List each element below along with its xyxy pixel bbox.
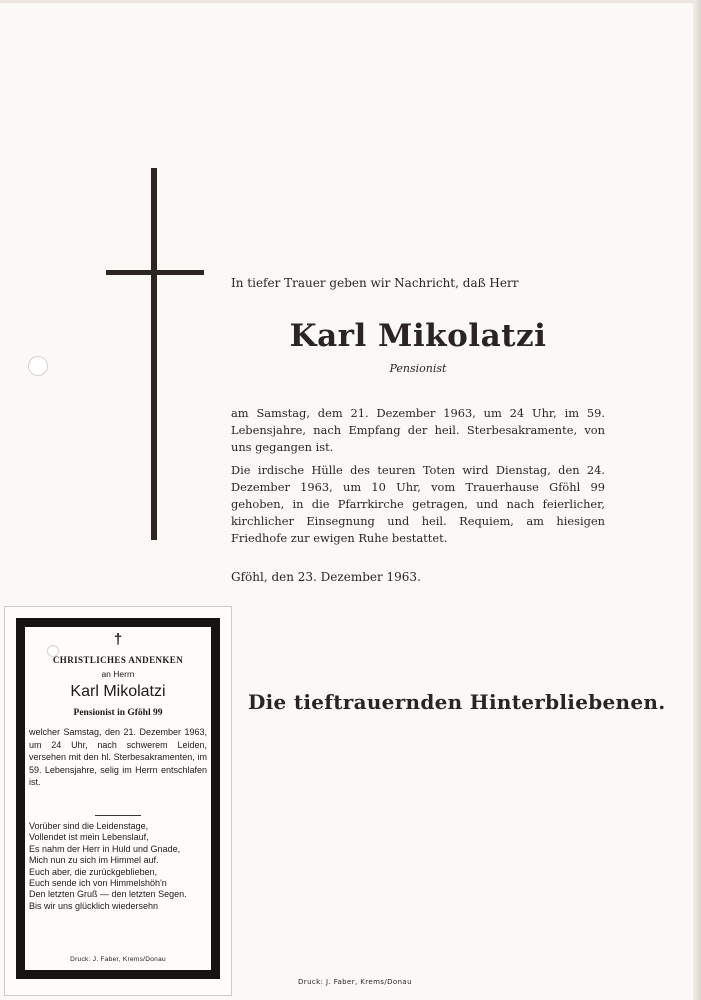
poem-line: Euch aber, die zurückgeblieben, <box>29 866 158 877</box>
memorial-card <box>4 606 232 996</box>
page-right-edge <box>693 0 701 1000</box>
card-divider <box>95 815 141 816</box>
date-place: Gföhl, den 23. Dezember 1963. <box>231 570 421 584</box>
cross-icon-horizontal <box>106 270 204 275</box>
poem-line: Euch sende ich von Himmelshöh'n <box>29 878 167 889</box>
card-name: Karl Mikolatzi <box>70 683 166 700</box>
card-heading: CHRISTLICHES ANDENKEN <box>52 655 184 665</box>
card-subtitle: Pensionist in Gföhl 99 <box>73 708 163 718</box>
deceased-occupation: Pensionist <box>389 362 447 375</box>
punch-hole <box>28 356 48 376</box>
poem-line: Vollendet ist mein Lebenslauf, <box>29 832 149 843</box>
poem-line: Vorüber sind die Leidenstage, <box>29 821 149 831</box>
death-notice-paragraph: am Samstag, dem 21. Dezember 1963, um 24 Uhr, im 59. Lebensjahre, nach Empfang der heil. Sterbesakramente, von uns gegangen ist. <box>231 406 605 454</box>
card-printer-credit: Druck: J. Faber, Krems/Donau <box>70 956 166 963</box>
poem-line: Den letzten Gruß — den letzten Segen. <box>29 889 187 900</box>
poem-line: Mich nun zu sich im Himmel auf. <box>29 855 159 866</box>
printer-credit: Druck: J. Faber, Krems/Donau <box>298 978 412 986</box>
card-salutation: an Herrn <box>101 669 135 679</box>
page-top-edge <box>0 0 701 3</box>
cross-icon: † <box>113 631 123 648</box>
memorial-card-inner <box>25 627 211 970</box>
cross-icon-vertical <box>151 168 157 540</box>
poem-line: Bis wir uns glücklich wiedersehn <box>29 900 159 911</box>
funeral-paragraph: Die irdische Hülle des teuren Toten wird Dienstag, den 24. Dezember 1963, um 10 Uhr, vom Trauerhause Gföhl 99 gehoben, in die Pfarrkirche getragen, und nach feierlicher, kirchlicher Einsegnung und heil. Requiem, am hiesigen Friedhofe zur ewigen Ruhe bestattet. <box>231 463 605 545</box>
poem-line: Es nahm der Herr in Huld und Gnade, <box>29 843 181 854</box>
memorial-card-border <box>16 618 220 979</box>
card-poem <box>29 821 207 912</box>
card-body: welcher Samstag, den 21. Dezember 1963, um 24 Uhr, nach schwerem Leiden, versehen mit den hl. Sterbesakramenten, im 59. Lebensjahre, selig im Herrn entschlafen ist. <box>29 727 207 788</box>
deceased-name: Karl Mikolatzi <box>289 318 547 354</box>
mourners-signature: Die tieftrauernden Hinterbliebenen. <box>248 690 666 714</box>
announcement-intro: In tiefer Trauer geben wir Nachricht, daß Herr <box>231 276 519 290</box>
